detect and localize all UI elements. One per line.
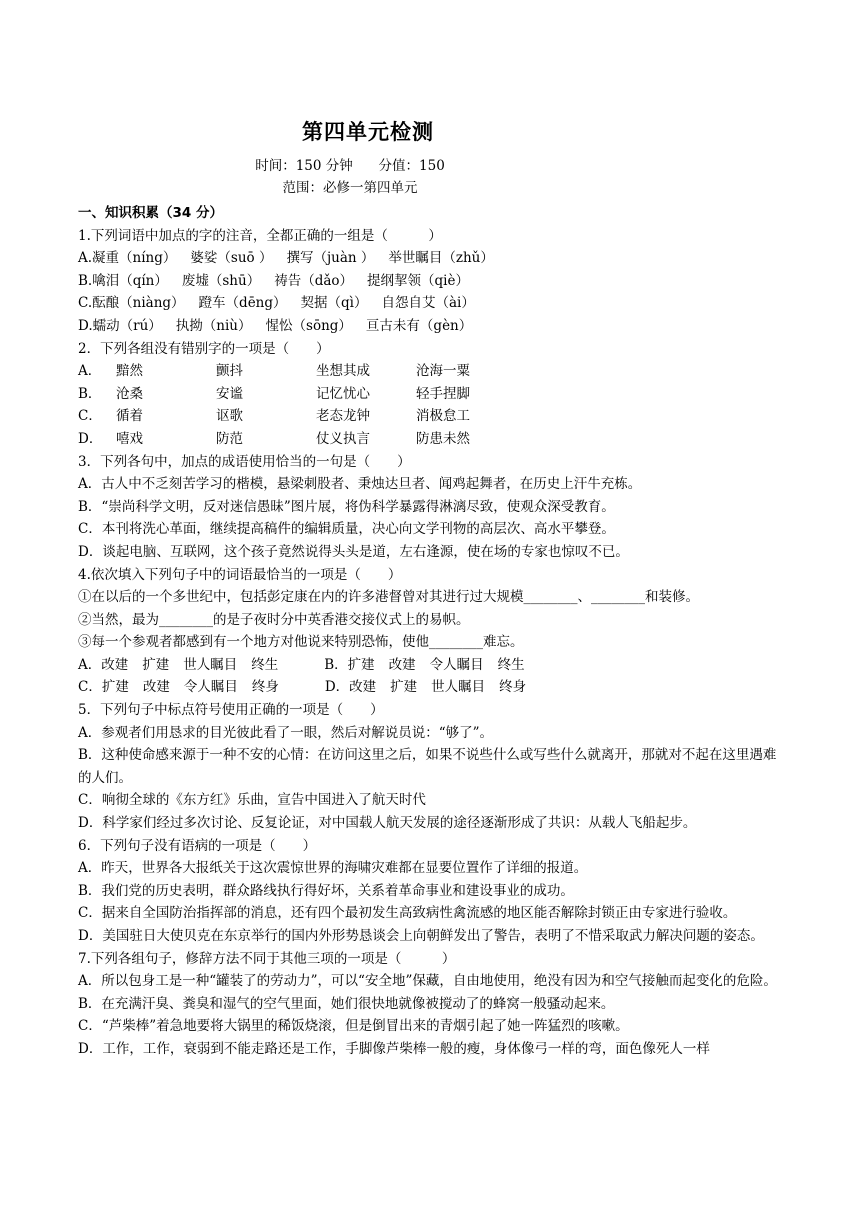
section-heading: 一、知识积累（34 分） — [78, 205, 223, 221]
question-5-option-c: C．响彻全球的《东方红》乐曲，宣告中国进入了航天时代 — [78, 792, 426, 809]
word-suffix: 泪（qín） — [105, 272, 168, 289]
question-2-option-row — [78, 383, 784, 406]
word-prefix: 婆 — [190, 250, 204, 267]
word-suffix: 艾（ài） — [421, 295, 475, 312]
option-word: 终身 — [499, 679, 527, 696]
question-6-option-c: C．据来自全国防治指挥部的消息，还有四个最初发生高致病性禽流感的地区能否解除封锁正由专家进行验收。 — [78, 905, 737, 922]
word-prefix: 契 — [300, 295, 315, 312]
option-word: 令人瞩目 — [183, 679, 238, 696]
option-word: A．改建 — [78, 656, 129, 673]
option-word: D．改建 — [324, 679, 377, 696]
word-prefix: 自怨自 — [381, 295, 422, 312]
word-suffix: 重（níng） — [105, 250, 177, 267]
question-3-option-d: D．谈起电脑、互联网，这个孩子竟然说得头头是道，左右逢源，使在场的专家也惊叹不已。 — [78, 543, 629, 560]
option-word: 记忆忧心 — [316, 385, 370, 402]
question-4-sentence-3: ③每一个参观者都感到有一个地方对他说来特别恐怖，使他________难忘。 — [78, 634, 524, 651]
question-3-option-a: A．古人中不乏刻苦学习的楷模，悬梁刺股者、秉烛达旦者、闻鸡起舞者，在历史上汗牛充栋。 — [78, 476, 642, 493]
question-7-option-b: B．在充满汗臭、粪臭和湿气的空气里面，她们很快地就像被搅动了的蜂窝一般骚动起来。 — [78, 995, 615, 1012]
pinyin-item — [367, 273, 469, 289]
option-word: 终生 — [251, 656, 279, 673]
word-prefix: 蠕 — [92, 317, 107, 334]
word-prefix: 撰 — [286, 250, 300, 267]
option-label: B. — [78, 272, 93, 289]
pinyin-item — [182, 273, 260, 289]
question-1-options — [78, 247, 784, 337]
option-label: C． — [78, 408, 102, 425]
pinyin-item — [388, 250, 494, 266]
option-word: 轻手捏脚 — [416, 385, 470, 402]
option-word: B．扩建 — [324, 656, 375, 673]
question-7-option-c: C．“芦柴棒”着急地要将大锅里的稀饭烧滚，但是倒冒出来的青烟引起了她一阵猛烈的咳嗽。 — [78, 1018, 629, 1035]
option-label: A. — [78, 250, 93, 267]
pinyin-item — [286, 250, 374, 266]
question-2-option-row — [78, 428, 784, 451]
option-label: D. — [78, 317, 93, 334]
page-title: 第四单元检测 — [302, 120, 434, 144]
word-suffix: 酿（niàng） — [105, 295, 185, 312]
question-3-option-c: C．本刊将洗心革面，继续提高稿件的编辑质量，决心向文学刊物的高层次、高水平攀登。 — [78, 521, 615, 538]
option-word: 老态龙钟 — [316, 408, 370, 425]
word-suffix: 告（dǎo） — [287, 272, 354, 289]
option-word: 颤抖 — [216, 363, 243, 380]
question-1-option-row — [78, 315, 784, 338]
question-4-stem: 4.依次填入下列句子中的词语最恰当的一项是（ ） — [78, 566, 402, 583]
word-suffix: 车（dēng） — [212, 295, 287, 312]
question-7-option-a: A．所以包身工是一种“罐装了的劳动力”，可以“安全地”保藏，自由地使用，绝没有因为和空气接触而起变化的危险。 — [78, 973, 777, 990]
word-suffix: 写（juàn ） — [299, 250, 375, 267]
question-3-option-b: B．“崇尚科学文明，反对迷信愚昧”图片展，将伪科学暴露得淋漓尽致，使观众深受教育。 — [78, 498, 615, 515]
option-word: 安谧 — [216, 385, 243, 402]
option-word: 令人瞩目 — [429, 656, 484, 673]
pinyin-item — [274, 273, 353, 289]
word-suffix: 领（qiè） — [407, 272, 469, 289]
time-label: 时间：150 分钟 — [255, 158, 353, 174]
option-label: B． — [78, 385, 102, 402]
pinyin-item — [366, 318, 472, 334]
question-5-stem: 5．下列句子中标点符号使用正确的一项是（ ） — [78, 702, 384, 719]
option-word: 沧海一粟 — [416, 363, 470, 380]
word-suffix: 据（qì） — [314, 295, 368, 312]
exam-time-score — [0, 154, 700, 174]
question-6-option-d: D．美国驻日大使贝克在东京举行的国内外形势恳谈会上向朝鲜发出了警告，表明了不惜采取武力解决问题的姿态。 — [78, 928, 764, 944]
question-5-option-b: B．这种使命感来源于一种不安的心情：在访问这里之后，如果不说些什么或写些什么就离开，那就对不起在这里遇难的人们。 — [78, 747, 777, 786]
option-word: 坐想其成 — [316, 363, 370, 380]
option-label: D． — [78, 430, 103, 447]
option-word: 黯然 — [116, 363, 143, 380]
question-2-option-row — [78, 405, 784, 428]
pinyin-item — [381, 295, 474, 311]
pinyin-item — [266, 318, 352, 334]
word-suffix: 目（zhǔ） — [428, 250, 494, 267]
word-suffix: 墟（shū） — [195, 272, 261, 289]
word-prefix: 举世瞩 — [388, 250, 429, 267]
option-word: 世人瞩目 — [183, 656, 238, 673]
question-2-options — [78, 360, 784, 450]
question-7-stem: 7.下列各组句子，修辞方法不同于其他三项的一项是（ ） — [78, 950, 456, 967]
word-prefix: 祷 — [274, 272, 288, 289]
word-prefix: 蹬 — [198, 295, 213, 312]
pinyin-item — [190, 250, 272, 266]
question-6-stem: 6．下列句子没有语病的一项是（ ） — [78, 837, 317, 854]
option-word: 消极怠工 — [416, 408, 470, 425]
word-suffix: 娑（suō ） — [203, 250, 273, 267]
question-4-sentence-2: ②当然，最为________的是子夜时分中英香港交接仪式上的易帜。 — [78, 611, 470, 628]
pinyin-item — [301, 295, 368, 311]
question-6-option-a: A．昨天，世界各大报纸关于这次震惊世界的海啸灾难都在显要位置作了详细的报道。 — [78, 860, 588, 877]
exam-scope: 范围：必修一第四单元 — [282, 180, 418, 196]
question-1-option-row — [78, 292, 784, 315]
word-suffix: 拗（niù） — [189, 317, 252, 334]
word-prefix: 提纲挈 — [367, 272, 408, 289]
option-word: 防患未然 — [416, 430, 470, 447]
word-prefix: 凝 — [92, 250, 106, 267]
option-word: 仗义执言 — [316, 430, 370, 447]
option-word: 改建 — [142, 679, 170, 696]
pinyin-item — [92, 250, 176, 266]
question-2-option-row — [78, 360, 784, 383]
question-4-options-ab — [78, 654, 784, 677]
question-7-option-d: D．工作，工作，衰弱到不能走路还是工作，手脚像芦柴棒一般的瘦，身体像弓一样的弯，面色像死人一样 — [78, 1040, 710, 1057]
word-suffix: 动（rú） — [106, 317, 162, 334]
option-word: 改建 — [388, 656, 416, 673]
score-label: 分值：150 — [378, 158, 445, 174]
word-suffix: 古未有（gèn） — [379, 317, 473, 334]
pinyin-item — [93, 318, 162, 334]
option-word: 世人瞩目 — [431, 679, 486, 696]
option-word: 循着 — [116, 408, 143, 425]
word-prefix: 废 — [181, 272, 196, 289]
question-2-stem: 2．下列各组没有错别字的一项是（ ） — [78, 340, 330, 357]
option-label: C. — [78, 295, 93, 312]
pinyin-item — [176, 318, 252, 334]
pinyin-item — [92, 273, 168, 289]
question-5-option-d: D．科学家们经过多次讨论、反复论证，对中国载人航天发展的途径逐渐形成了共识：从载人飞船起步。 — [78, 815, 697, 832]
word-prefix: 亘 — [365, 317, 380, 334]
question-1-option-row — [78, 270, 784, 293]
option-word: C．扩建 — [78, 679, 129, 696]
question-5-option-a: A．参观者们用恳求的目光彼此看了一眼，然后对解说员说：“够了”。 — [78, 724, 494, 741]
question-1-option-row — [78, 247, 784, 270]
question-1-stem: 1.下列词语中加点的字的注音，全都正确的一组是（ ） — [78, 227, 442, 244]
word-prefix: 执 — [175, 317, 190, 334]
word-prefix: 惺 — [265, 317, 280, 334]
option-word: 终身 — [251, 679, 279, 696]
option-word: 扩建 — [142, 656, 170, 673]
word-prefix: 噙 — [92, 272, 106, 289]
pinyin-item — [199, 295, 287, 311]
option-label: A． — [78, 363, 102, 380]
option-word: 沧桑 — [116, 385, 143, 402]
question-3-stem: 3．下列各句中，加点的成语使用恰当的一句是（ ） — [78, 453, 411, 470]
pinyin-item — [92, 295, 184, 311]
exam-content — [78, 202, 784, 1061]
option-word: 讴歌 — [216, 408, 243, 425]
question-4-options-cd — [78, 676, 784, 699]
word-suffix: 忪（sōng） — [279, 317, 352, 334]
word-prefix: 酝 — [92, 295, 106, 312]
option-word: 终生 — [497, 656, 525, 673]
option-word: 扩建 — [390, 679, 418, 696]
question-4-sentence-1: ①在以后的一个多世纪中，包括彭定康在内的许多港督曾对其进行过大规模________、________和装修。 — [78, 589, 699, 606]
option-word: 防范 — [216, 430, 243, 447]
question-6-option-b: B．我们党的历史表明，群众路线执行得好坏，关系着革命事业和建设事业的成功。 — [78, 882, 574, 899]
option-word: 嘻戏 — [116, 430, 143, 447]
